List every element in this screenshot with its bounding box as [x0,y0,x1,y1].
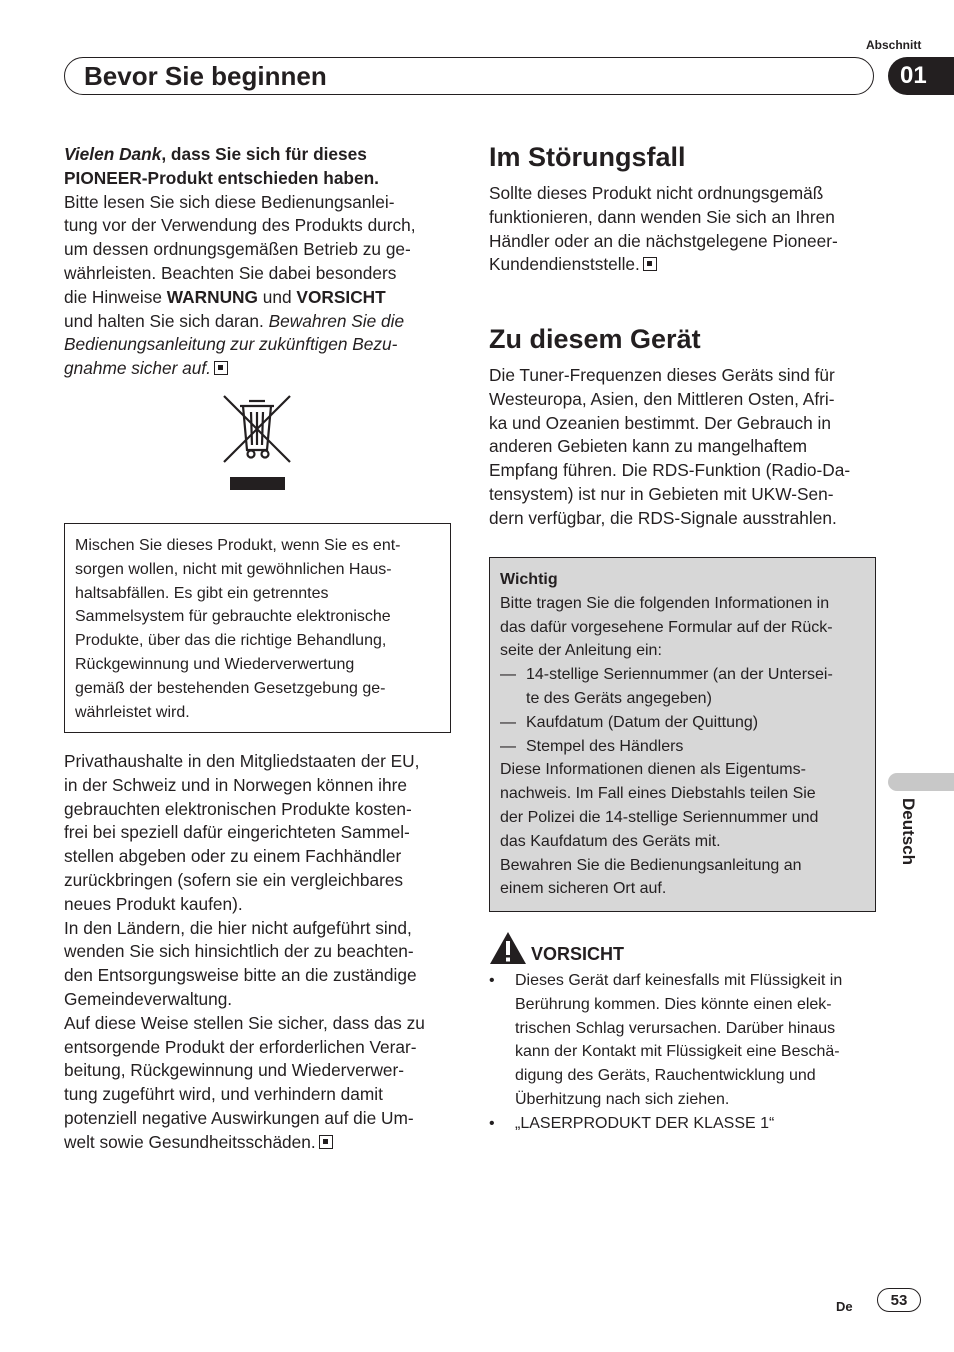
intro-thanks-italic: Vielen Dank [64,144,162,164]
geraet-line: Westeuropa, Asien, den Mittleren Osten, Afri- [489,388,835,409]
eu-line: gebrauchten elektronischen Produkte kosten- [64,798,412,819]
vorsicht-keyword: VORSICHT [296,286,386,307]
eu-line: den Entsorgungsweise bitte an die zuständige [64,965,417,986]
vorsicht-item-line: Überhitzung nach sich ziehen. [515,1090,730,1108]
vorsicht-list [489,969,879,1136]
eu-line: Gemeindeverwaltung. [64,988,233,1009]
geraet-line: tensystem) ist nur in Gebieten mit UKW-Sen- [489,483,834,504]
eu-line-last [64,1131,454,1155]
intro-thanks-line [64,143,454,167]
geraet-line: dern verfügbar, die RDS-Signale ausstrahlen. [489,507,837,528]
eu-line: potenziell negative Auswirkungen auf die Um- [64,1107,414,1128]
intro-thanks-line2: PIONEER-Produkt entschieden haben. [64,167,379,188]
wichtig-list-item [500,735,865,759]
footer-language: De [836,1299,853,1314]
vorsicht-label: VORSICHT [531,944,625,964]
stoerungsfall-heading: Im Störungsfall [489,142,686,172]
intro-line: währleisten. Beachten Sie dabei besonders [64,262,397,283]
geraet-line: Die Tuner-Frequenzen dieses Geräts sind für [489,365,835,385]
wichtig-item-text: Stempel des Händlers [526,737,684,755]
geraet-line: Empfang führen. Die RDS-Funktion (Radio-Da- [489,460,851,481]
intro-italic: gnahme sicher auf. [64,358,211,379]
eu-line: In den Ländern, die hier nicht aufgeführt sind, [64,917,412,938]
eu-line: stellen abgeben oder zu einem Fachhändler [64,846,402,867]
warning-triangle-icon [489,930,527,966]
wichtig-line: einem sicheren Ort auf. [500,880,667,898]
geraet-paragraph [489,364,879,531]
stoerungsfall-paragraph [489,182,879,277]
eu-line: Auf diese Weise stellen Sie sicher, dass das zu [64,1012,425,1033]
disposal-line: Mischen Sie dieses Produkt, wenn Sie es ent- [75,537,401,554]
disposal-line: Sammelsystem für gebrauchte elektronische [75,608,391,626]
section-label: Abschnitt [866,38,922,52]
eu-line: frei bei speziell dafür eingerichteten Sammel- [64,822,410,843]
geraet-line: ka und Ozeanien bestimmt. Der Gebrauch in [489,412,831,433]
end-mark-icon [643,257,657,271]
dash-icon: — [500,737,516,755]
intro-halten: und halten Sie sich daran. [64,310,269,331]
geraet-heading: Zu diesem Gerät [489,324,701,354]
intro-paragraph [64,143,454,381]
vorsicht-item-line: trischen Schlag verursachen. Darüber hinaus [515,1019,836,1037]
vorsicht-item-line: digung des Geräts, Rauchentwicklung und [515,1067,816,1085]
wichtig-line: nachweis. Im Fall eines Diebstahls teilen Sie [500,785,816,803]
vorsicht-item-line: Dieses Gerät darf keinesfalls mit Flüssigkeit in [515,972,843,989]
end-mark-icon [319,1135,333,1149]
intro-italic-line [64,357,454,381]
stoerungsfall-line: funktionieren, dann wenden Sie sich an Ihren [489,206,835,227]
bullet-icon: • [489,1114,495,1132]
intro-line: tung vor der Verwendung des Produkts durch, [64,215,416,236]
vorsicht-list-item [489,969,879,1112]
intro-hinweise-pre: die Hinweise [64,286,167,307]
stoerungsfall-line: Händler oder an die nächstgelegene Pioneer- [489,230,838,251]
intro-italic-line [64,333,454,357]
wichtig-line: das Kaufdatum des Geräts mit. [500,832,721,850]
wichtig-line: Bewahren Sie die Bedienungsanleitung an [500,856,802,874]
eu-line: neues Produkt kaufen). [64,893,243,914]
intro-italic: Bewahren Sie die [268,310,405,331]
dash-icon: — [500,713,516,731]
dash-icon: — [500,666,516,684]
side-tab-bar [888,773,954,791]
page-number: 53 [877,1288,921,1312]
eu-line: in der Schweiz und in Norwegen können ihre [64,774,407,795]
eu-line: zurückbringen (sofern sie ein vergleichbares [64,869,404,890]
disposal-notice-box [64,523,451,733]
bullet-icon: • [489,972,495,989]
page-title: Bevor Sie beginnen [84,61,327,91]
vorsicht-item-line: Berührung kommen. Dies könnte einen elek- [515,995,832,1013]
vorsicht-item-line: kann der Kontakt mit Flüssigkeit eine Beschä- [515,1043,840,1061]
intro-und: und [257,286,297,307]
weee-crossed-bin-icon [220,393,294,491]
wichtig-line: Bitte tragen Sie die folgenden Informationen in [500,594,830,612]
disposal-line: Produkte, über das die richtige Behandlung, [75,632,387,650]
section-number-badge: 01 [888,57,954,95]
eu-line: welt sowie Gesundheitsschäden. [64,1131,316,1152]
intro-hinweise-line [64,286,454,310]
intro-italic: Bedienungsanleitung zur zukünftigen Bezu- [64,334,398,355]
disposal-line: haltsabfällen. Es gibt ein getrenntes [75,584,329,602]
intro-thanks-rest: , dass Sie sich für dieses [161,144,367,164]
geraet-line: anderen Gebieten kann zu mangelhaftem [489,436,807,457]
wichtig-box [489,557,876,912]
wichtig-item-text: Kaufdatum (Datum der Quittung) [526,713,759,731]
intro-line: um dessen ordnungsgemäßen Betrieb zu ge- [64,239,411,260]
intro-halten-line [64,310,454,334]
disposal-line: sorgen wollen, nicht mit gewöhnlichen Haus- [75,560,392,578]
eu-line: wenden Sie sich hinsichtlich der zu beachten- [64,941,414,962]
wichtig-item-text: 14-stellige Seriennummer (an der Untersei- [526,666,833,684]
wichtig-line: der Polizei die 14-stellige Seriennummer und [500,808,819,826]
wichtig-line: das dafür vorgesehene Formular auf der Rück- [500,618,833,636]
eu-line: beitung, Rückgewinnung und Wiederverwer- [64,1060,405,1081]
stoerungsfall-line: Sollte dieses Produkt nicht ordnungsgemäß [489,183,824,203]
wichtig-list-item [500,663,865,711]
eu-line: tung zugeführt wird, und verhindern damit [64,1084,383,1105]
warnung-keyword: WARNUNG [166,286,258,307]
disposal-line: währleistet wird. [75,703,190,721]
eu-line: Privathaushalte in den Mitgliedstaaten der EU, [64,751,420,771]
wichtig-item-text: te des Geräts angegeben) [526,689,712,707]
end-mark-icon [214,361,228,375]
stoerungsfall-line: Kundendienststelle. [489,254,640,275]
wichtig-title: Wichtig [500,571,558,588]
disposal-line: Rückgewinnung und Wiederverwertung [75,655,355,673]
eu-paragraph [64,750,454,1155]
vorsicht-item-line: „LASERPRODUKT DER KLASSE 1“ [515,1114,775,1132]
wichtig-line: Diese Informationen dienen als Eigentums- [500,761,806,779]
disposal-line: gemäß der bestehenden Gesetzgebung ge- [75,679,386,697]
wichtig-line: seite der Anleitung ein: [500,642,662,660]
eu-line: entsorgende Produkt der erforderlichen Verar- [64,1036,417,1057]
vorsicht-list-item [489,1112,879,1136]
stoerungsfall-line-last [489,253,879,277]
intro-line: Bitte lesen Sie sich diese Bedienungsanlei- [64,191,395,212]
wichtig-list-item [500,711,865,735]
side-tab-language: Deutsch [899,798,918,866]
